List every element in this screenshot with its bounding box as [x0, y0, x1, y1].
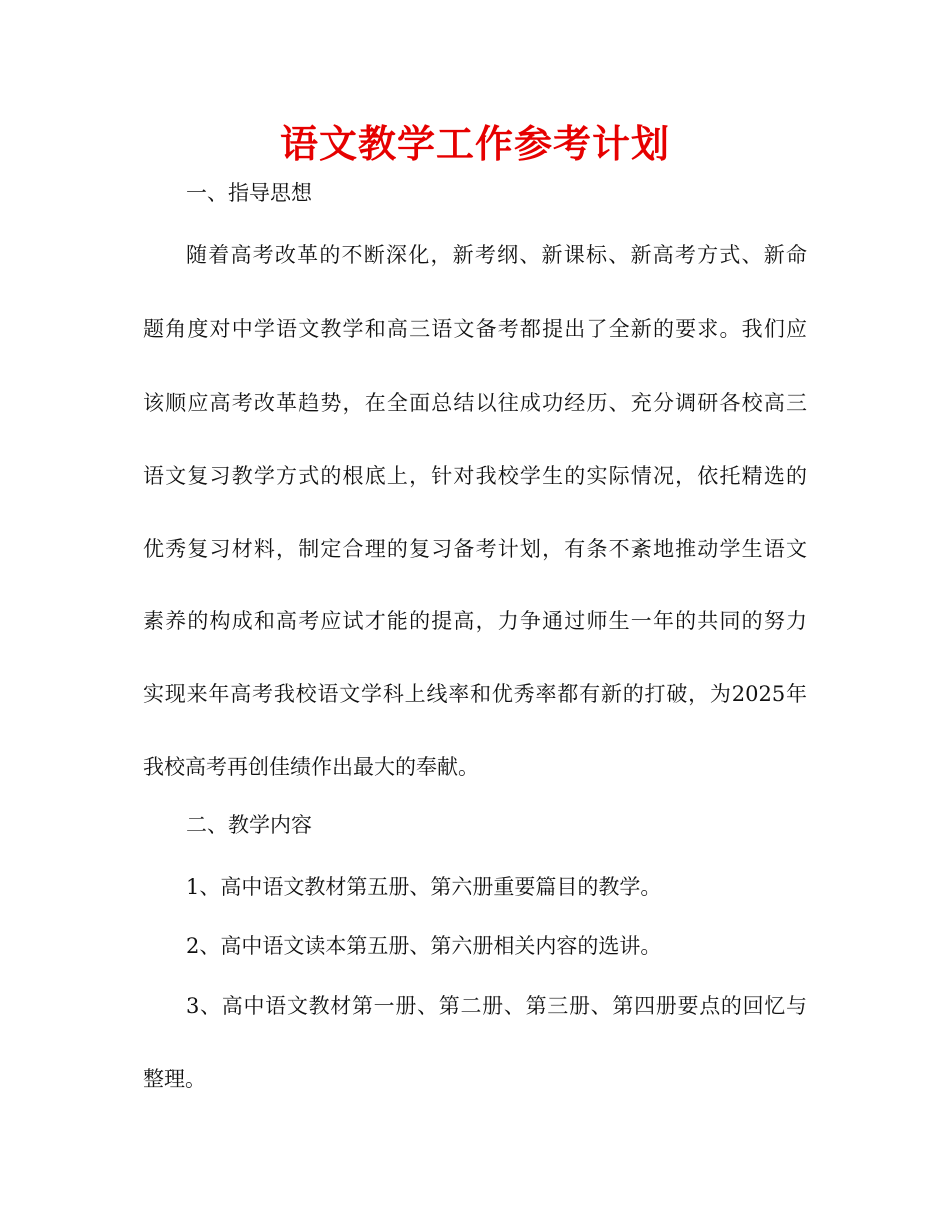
list-item: 1、高中语文教材第五册、第六册重要篇目的教学。	[186, 875, 662, 899]
paragraph-line: 语文复习教学方式的根底上，针对我校学生的实际情况，依托精选的	[143, 464, 807, 488]
paragraph-line: 我校高考再创佳绩作出最大的奉献。	[143, 755, 479, 779]
paragraph-line: 素养的构成和高考应试才能的提高，力争通过师生一年的共同的努力	[143, 609, 807, 633]
paragraph-line: 题角度对中学语文教学和高三语文备考都提出了全新的要求。我们应	[143, 317, 807, 341]
list-item-continuation: 整理。	[143, 1067, 206, 1091]
section-heading-guiding-ideology: 一、指导思想	[186, 181, 312, 205]
paragraph-line: 该顺应高考改革趋势，在全面总结以往成功经历、充分调研各校高三	[143, 391, 807, 415]
document-title: 语文教学工作参考计划	[279, 122, 670, 166]
list-item: 2、高中语文读本第五册、第六册相关内容的选讲。	[186, 934, 662, 958]
list-item: 3、高中语文教材第一册、第二册、第三册、第四册要点的回忆与	[186, 994, 807, 1018]
section-heading-teaching-content: 二、教学内容	[186, 813, 312, 837]
paragraph-line: 实现来年高考我校语文学科上线率和优秀率都有新的打破，为2025年	[143, 682, 807, 706]
paragraph-line: 优秀复习材料，制定合理的复习备考计划，有条不紊地推动学生语文	[143, 537, 807, 561]
paragraph-line: 随着高考改革的不断深化，新考纲、新课标、新高考方式、新命	[186, 243, 807, 267]
